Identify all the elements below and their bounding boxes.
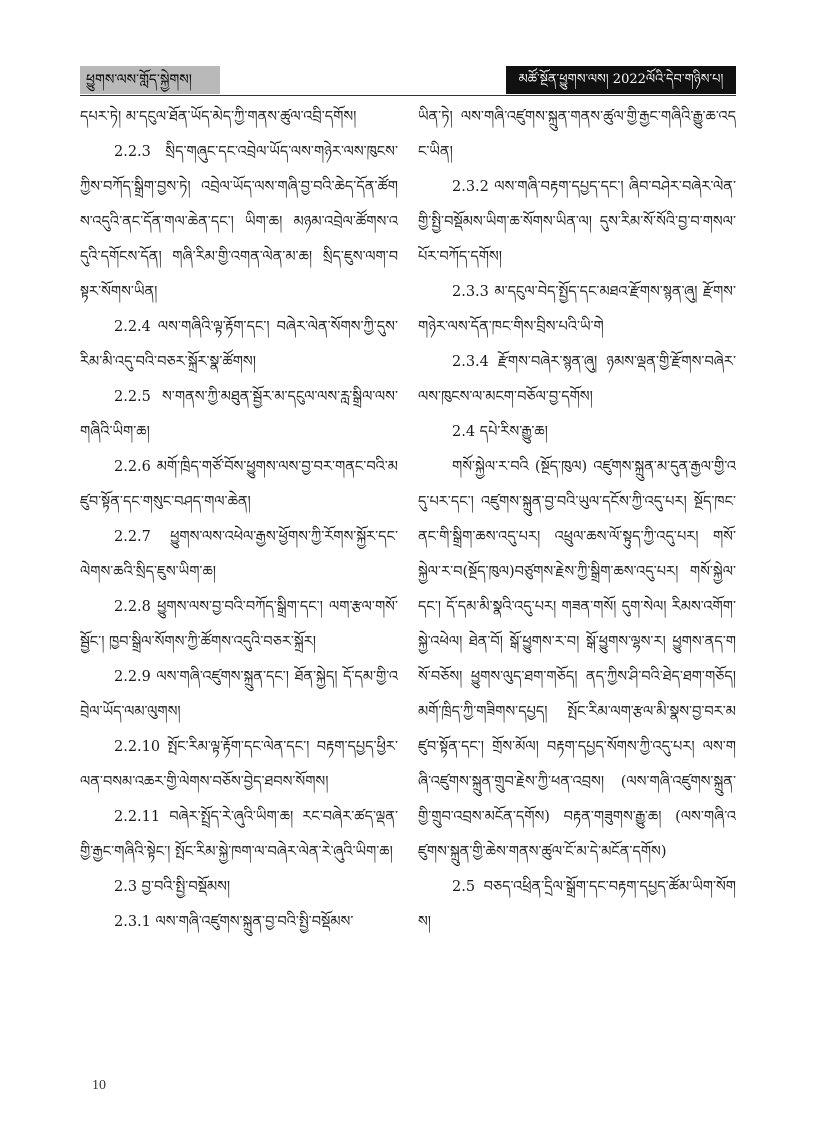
paragraph: 2.3.3 མ་དངུལ་བེད་སྤྱོད་དང་མཐའ་རྫོགས་སྙན་ཞུ། རྫོགས་གཉེར་ལས་དོན་ཁང་གིས་བྲིས་པའི་ཡི་གེ <box>418 284 736 335</box>
paragraph: 2.2.8 ཕྱུགས་ལས་བྱ་བའི་བཀོད་སྒྲིག་དང་། ལག་རྩལ་གསོ་སྦྱོང་། ཁྱབ་སྒྲིལ་སོགས་ཀྱི་ཚོགས་འདུའི་བཅར་སྐྲོར། <box>80 599 398 650</box>
left-column <box>80 100 398 1060</box>
header-left-title: ཕྱུགས་ལས་གློད་སྐྱེགས། <box>80 66 220 94</box>
paragraph: 2.2.7 ཕྱུགས་ལས་འཕེལ་རྒྱས་ཕྱོགས་ཀྱི་རོགས་སྐྱོར་དང་ལེགས་ཆའི་སྲིད་ཇུས་ཡིག་ཆ། <box>80 529 398 580</box>
paragraph: ཡིན་ཏེ། ལས་གཞི་འཛུགས་སྐྲུན་གནས་ཚུལ་གྱི་རྒྱང་གཞིའི་རྒྱུ་ཆ་འདང་ཡིན། <box>418 109 736 160</box>
paragraph: 2.3.2 ལས་གཞི་བརྟག་དཔྱད་དང་། ཞིབ་བཤེར་བཞེར་ལེན་གྱི་སྤྱི་བསྡོམས་ཡིག་ཆ་སོགས་ཡིན་ལ། དུས་རིམ་སོ་སོའི་བྱ་བ་གསལ་པོར་བཀོད་དགོས། <box>418 179 736 265</box>
paragraph: 2.3.4 རྫོགས་བཞེར་སྙན་ཞུ། ཉམས་ལྡན་གྱི་རྫོགས་བཞེར་ལས་ཁུངས་ལ་མངག་བཅོལ་བྱ་དགོས། <box>418 354 736 405</box>
paragraph: 2.2.10 སྤོང་རིམ་ལྟ་རྟོག་དང་ལེན་དང་། བརྟག་དཔྱད་ཕྱིར་ལན་བསམ་འཆར་གྱི་ལེགས་བཅོས་བྱེད་ཐབས་སོགས། <box>80 739 398 790</box>
header-rule <box>80 95 736 96</box>
paragraph: 2.2.11 བཞེར་སྤྲོད་རེ་ཞུའི་ཡིག་ཆ། རང་བཞེར་ཚད་ལྡན་གྱི་རྒྱང་གཞིའི་སྟེང་། སྤོང་རིམ་སྐྱེ་ཁག་ལ་བཞེར་ལེན་རེ་ཞུའི་ཡིག་ཆ། <box>80 809 398 860</box>
paragraph: 2.2.5 ས་གནས་ཀྱི་མཐུན་སྦྱོར་མ་དངུལ་ལས་རླ་སྒྲིལ་ལས་གཞིའི་ཡིག་ཆ། <box>80 389 398 440</box>
paragraph: 2.2.3 སྲིད་གཞུང་དང་འབྲེལ་ཡོད་ལས་གཉེར་ལས་ཁུངས་ཀྱིས་བཀོད་སྒྲིག་བྱས་ཏེ། འབྲེལ་ཡོད་ལས་གཞི་བྱ་བའི་ཆེད་དོན་ཚོགས་འདུའི་ནང་དོན་གལ་ཆེན་དང་། ཡིག་ཆ། མཉམ་འབྲེལ་ཚོགས་འདུའི་དགོངས་དོན། གཞི་རིམ་གྱི་འགན་ལེན་མ་ཆ། སྲིད་ཇུས་ལག་བསྟར་སོགས་ཡིན། <box>80 144 398 300</box>
paragraph: 2.2.6 མགོ་ཁྲིད་གཙོ་བོས་ཕྱུགས་ལས་བྱ་བར་གནང་བའི་མཛུབ་སྟོན་དང་གསུང་བཤད་གལ་ཆེན། <box>80 459 398 510</box>
paragraph: གསོ་སྐྱེལ་ར་བའི (སྔོད་ཁུལ) འཛུགས་སྐྲུན་མ་དུན་རྒྱལ་གྱི་འདུ་པར་དང་། འཛུགས་སྐྲུན་བྱ་བའི་ཡུལ་དངོས་ཀྱི་འདུ་པར། སྔོད་ཁང་ནང་གི་སྒྲིག་ཆས་འདུ་པར། འཕྲུལ་ཆས་ལོ་སྟུད་ཀྱི་འདུ་པར། གསོ་སྐྱེལ་ར་བ(སྔོད་ཁུལ)བཙུགས་རྗེས་ཀྱི་སྒྲིག་ཆས་འདུ་པར། གསོ་སྐྱེལ་དང་། དོ་དམ་མི་སྣའི་འདུ་པར། གཟན་གསོ། དུག་སེལ། རིམས་འགོག་སྐྱེ་འཕེལ། ཐེན་བོ། སྒོ་ཕྱུགས་ར་བ། སྒོ་ཕྱུགས་ལྷས་ར། ཕྱུགས་ནད་གསོ་བཅོས། ཕྱུགས་ལུད་ཐག་གཅོད། ནད་ཀྱིས་ཤི་བའི་ཐེད་ཐག་གཅོད། མགོ་ཁྲིད་ཀྱི་གཟིགས་དཔྱད། སྤོང་རིམ་ལག་རྩལ་མི་སྣས་བྱ་བར་མཛུབ་སྟོན་དང་། གྲོས་མོལ། བརྟག་དཔྱད་སོགས་ཀྱི་འདུ་པར། ལས་གཞི་འཛུགས་སྐྲུན་གྲུབ་རྗེས་ཀྱི་ཕན་འབྲས། (ལས་གཞི་འཛུགས་སྐྲུན་གྱི་གྲུབ་འབྲས་མངོན་དགོས) བརྟན་གཟུགས་རྒྱུ་ཆ། (ལས་གཞི་འཛུགས་སྐྲུན་གྱི་ཆེས་གནས་ཚུལ་ངོ་མ་དེ་མངོན་དགོས) <box>418 459 736 860</box>
paragraph: 2.4 དཔེ་རིས་རྒྱུ་ཆ། <box>452 424 548 440</box>
right-column <box>418 100 736 1060</box>
paragraph: དཔར་ཏེ། མ་དངུལ་ཐོན་ཡོད་མེད་ཀྱི་གནས་ཚུལ་འབྲི་དགོས། <box>80 109 357 125</box>
page-header <box>80 66 736 96</box>
page-number: 10 <box>92 1078 106 1093</box>
paragraph: 2.5 བཅད་འཕྲིན་དྲིལ་སྒྲོག་དང་བརྟག་དཔྱད་ཚོམ་ཡིག་སོགས། <box>418 879 736 930</box>
paragraph: 2.3 བྱ་བའི་སྤྱི་བསྡོམས། <box>114 879 231 895</box>
paragraph: 2.2.4 ལས་གཞིའི་ལྟ་རྟོག་དང་། བཞེར་ལེན་སོགས་ཀྱི་དུས་རིམ་མི་འདུ་བའི་བཅར་སྐྲོར་སྣ་ཚོགས། <box>80 319 398 370</box>
paragraph: 2.2.9 ལས་གཞི་འཛུགས་སྐྲུན་དང་། ཐོན་སྐྱེད། དོ་དམ་གྱི་འབྲེལ་ཡོད་ལམ་ལུགས། <box>80 669 398 720</box>
paragraph: 2.3.1 ལས་གཞི་འཛུགས་སྐྲུན་བྱ་བའི་སྤྱི་བསྡོམས་ <box>114 914 354 930</box>
header-journal-title: མཚོ་སྔོན་ཕྱུགས་ལས། 2022ལོའི་དེབ་གཉིས་པ། <box>506 66 736 94</box>
